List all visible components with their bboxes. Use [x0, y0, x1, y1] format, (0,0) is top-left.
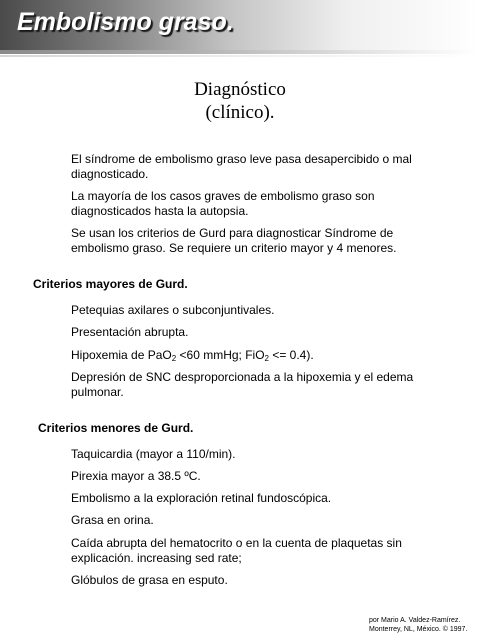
pao2-subscript: 2	[171, 354, 177, 363]
minor-criterion-pyrexia: Pirexia mayor a 38.5 ºC.	[71, 469, 201, 483]
credits-line-1: por Mario A. Valdez-Ramírez.	[369, 617, 461, 624]
intro-paragraph-1: El síndrome de embolismo graso leve pasa desapercibido o mal diagnosticado.	[71, 152, 412, 181]
minor-criterion-urine-fat: Grasa en orina.	[71, 513, 154, 527]
section-heading-line1: Diagnóstico	[194, 79, 286, 100]
major-criterion-abrupt-onset: Presentación abrupta.	[71, 325, 189, 339]
fio2-subscript: 2	[264, 354, 269, 363]
slide-title: Embolismo graso.	[17, 8, 234, 36]
banner-underline-light	[0, 55, 480, 57]
author-credits	[369, 616, 467, 634]
major-criterion-hypoxemia	[71, 348, 416, 363]
hypoxemia-suffix: <= 0.4).	[268, 348, 314, 362]
major-criterion-cns-depression: Depresión de SNC desproporcionada a la hipoxemia y el edema pulmonar.	[71, 370, 414, 399]
minor-criterion-sputum-fat: Glóbulos de grasa en esputo.	[71, 573, 228, 587]
intro-paragraph-2: La mayoría de los casos graves de embolismo graso son diagnosticados hasta la autopsia.	[71, 189, 375, 218]
minor-criterion-tachycardia: Taquicardia (mayor a 110/min).	[71, 447, 236, 461]
hypoxemia-middle: <60 mmHg; FiO	[176, 348, 265, 362]
intro-paragraph-3: Se usan los criterios de Gurd para diagnosticar Síndrome de embolismo graso. Se requiere un criterio mayor y 4 menores.	[71, 226, 397, 255]
minor-criteria-heading: Criterios menores de Gurd.	[38, 421, 194, 435]
section-heading-line2: (clínico).	[205, 102, 275, 123]
major-criteria-heading: Criterios mayores de Gurd.	[33, 277, 188, 291]
credits-line-2: Monterrey, NL, México. © 1997.	[369, 626, 468, 633]
hypoxemia-prefix: Hipoxemia de PaO	[71, 348, 172, 362]
banner-underline-dark	[0, 50, 480, 54]
minor-criterion-retinal-embolism: Embolismo a la exploración retinal fundoscópica.	[71, 491, 332, 505]
major-criterion-petechiae: Petequias axilares o subconjuntivales.	[71, 303, 275, 317]
minor-criterion-hematocrit-drop: Caída abrupta del hematocrito o en la cuenta de plaquetas sin explicación. increasing sed rate;	[71, 536, 402, 565]
title-banner	[0, 0, 480, 50]
